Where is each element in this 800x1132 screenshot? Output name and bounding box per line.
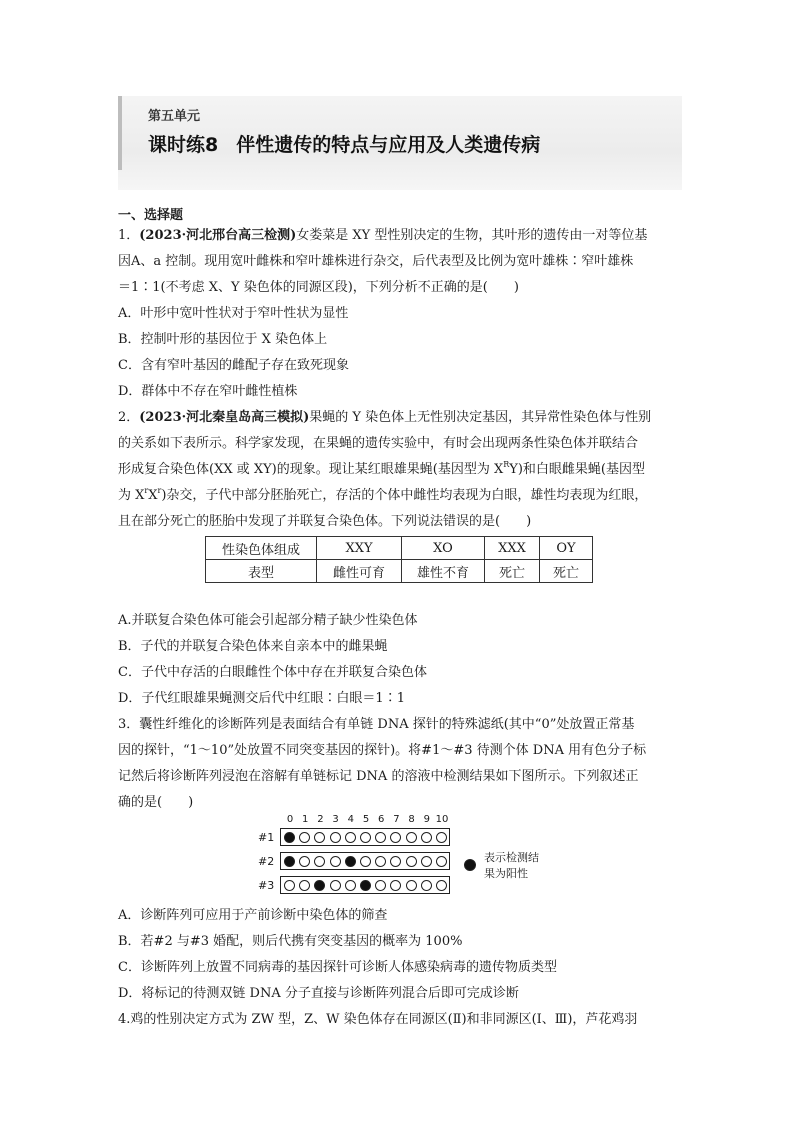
q1-line-1: 1．(2023·河北邢台高三检测)女娄菜是 XY 型性别决定的生物，其叶形的遗传由一对等位基 bbox=[118, 228, 648, 243]
q3-line-3: 记然后将诊断阵列浸泡在溶解有单链标记 DNA 的溶液中检测结果如下图所示。下列叙述正 bbox=[118, 769, 639, 784]
negative-probe-dot bbox=[314, 832, 325, 843]
figure-legend bbox=[464, 851, 539, 880]
table-cell: 死亡 bbox=[485, 560, 540, 583]
legend-line-1: 表示检测结 bbox=[484, 851, 539, 864]
q3-option-a: A．诊断阵列可应用于产前诊断中染色体的筛查 bbox=[118, 908, 388, 923]
q1-option-c: C．含有窄叶基因的雌配子存在致死现象 bbox=[118, 358, 349, 373]
sample-label: #1 bbox=[258, 831, 275, 844]
table-cell: XXY bbox=[317, 537, 402, 560]
position-number: 9 bbox=[423, 814, 430, 825]
section-heading: 一、选择题 bbox=[118, 208, 184, 223]
q2-line-3: 形成复合染色体(XX 或 XY)的现象。现让某红眼雄果蝇(基因型为 $X^RY$)和白眼雌果蝇(基因型 bbox=[118, 460, 645, 477]
q2-line-5: 且在部分死亡的胚胎中发现了并联复合染色体。下列说法错误的是( ) bbox=[118, 514, 532, 529]
negative-probe-dot bbox=[299, 832, 310, 843]
position-number: 7 bbox=[393, 814, 400, 825]
positive-dot-icon bbox=[464, 859, 476, 871]
lesson-topic: 伴性遗传的特点与应用及人类遗传病 bbox=[236, 134, 541, 156]
chromosome-phenotype-table bbox=[205, 536, 593, 583]
q1-option-d: D．群体中不存在窄叶雌性植株 bbox=[118, 384, 298, 399]
unit-label: 第五单元 bbox=[148, 109, 201, 124]
negative-probe-dot bbox=[284, 880, 295, 891]
negative-probe-dot bbox=[375, 880, 386, 891]
q3-line-2: 因的探针，“1～10”处放置不同突变基因的探针)。将#1～#3 待测个体 DNA 用有色分子标 bbox=[118, 743, 647, 758]
position-number: 8 bbox=[408, 814, 415, 825]
negative-probe-dot bbox=[436, 880, 447, 891]
negative-probe-dot bbox=[436, 832, 447, 843]
position-number: 4 bbox=[347, 814, 354, 825]
table-cell: OY bbox=[540, 537, 593, 560]
position-number: 5 bbox=[362, 814, 370, 825]
negative-probe-dot bbox=[330, 856, 341, 867]
table-cell: XO bbox=[402, 537, 485, 560]
negative-probe-dot bbox=[360, 856, 371, 867]
lesson-banner bbox=[118, 96, 682, 190]
lesson-title bbox=[148, 130, 540, 157]
q4-line-1: 4.鸡的性别决定方式为 ZW 型，Z、W 染色体存在同源区(Ⅱ)和非同源区(Ⅰ、Ⅲ)，芦花鸡羽 bbox=[118, 1012, 638, 1027]
positive-probe-dot bbox=[284, 832, 295, 843]
negative-probe-dot bbox=[330, 832, 341, 843]
position-number: 1 bbox=[302, 814, 309, 825]
negative-probe-dot bbox=[421, 856, 432, 867]
q1-line-3: ＝1∶1(不考虑 X、Y 染色体的同源区段)，下列分析不正确的是( ) bbox=[118, 280, 519, 295]
q3-line-4: 确的是( ) bbox=[118, 795, 194, 810]
negative-probe-dot bbox=[314, 856, 325, 867]
q3-line-1: 3．囊性纤维化的诊断阵列是表面结合有单链 DNA 探针的特殊滤纸(其中“0”处放置正常基 bbox=[118, 717, 635, 732]
q2-source: (2023·河北秦皇岛高三模拟) bbox=[139, 410, 310, 425]
negative-probe-dot bbox=[345, 880, 356, 891]
q3-option-d: D．将标记的待测双链 DNA 分子直接与诊断阵列混合后即可完成诊断 bbox=[118, 986, 519, 1001]
q2-line-1: 2．(2023·河北秦皇岛高三模拟)果蝇的 Y 染色体上无性别决定基因，其异常性染色体与性别 bbox=[118, 410, 652, 425]
lesson-number: 课时练8 bbox=[148, 134, 219, 156]
positive-probe-dot bbox=[284, 856, 295, 867]
negative-probe-dot bbox=[360, 832, 371, 843]
legend-line-2: 果为阳性 bbox=[484, 867, 528, 880]
banner-accent-bar bbox=[118, 96, 122, 170]
negative-probe-dot bbox=[406, 832, 417, 843]
sample-label: #3 bbox=[258, 879, 275, 892]
probe-strip bbox=[280, 828, 450, 846]
table-row bbox=[206, 537, 593, 560]
negative-probe-dot bbox=[406, 856, 417, 867]
q2-option-d: D．子代红眼雄果蝇测交后代中红眼∶白眼＝1∶1 bbox=[118, 691, 405, 706]
q1-option-b: B．控制叶形的基因位于 X 染色体上 bbox=[118, 332, 328, 347]
q2-option-c: C．子代中存活的白眼雌性个体中存在并联复合染色体 bbox=[118, 665, 427, 680]
probe-strip bbox=[280, 876, 450, 894]
position-number: 0 bbox=[286, 814, 294, 825]
q1-option-a: A．叶形中宽叶性状对于窄叶性状为显性 bbox=[118, 306, 349, 321]
positive-probe-dot bbox=[314, 880, 325, 891]
q3-option-c: C．诊断阵列上放置不同病毒的基因探针可诊断人体感染病毒的遗传物质类型 bbox=[118, 960, 557, 975]
q1-source: (2023·河北邢台高三检测) bbox=[139, 228, 297, 243]
positive-probe-dot bbox=[360, 880, 371, 891]
negative-probe-dot bbox=[330, 880, 341, 891]
q1-line-2: 因A、a 控制。现用宽叶雌株和窄叶雄株进行杂交，后代表型及比例为宽叶雄株∶窄叶雄株 bbox=[118, 254, 634, 269]
position-number: 3 bbox=[332, 814, 339, 825]
table-cell: 雌性可育 bbox=[317, 560, 402, 583]
negative-probe-dot bbox=[345, 832, 356, 843]
negative-probe-dot bbox=[375, 832, 386, 843]
table-cell: XXX bbox=[485, 537, 540, 560]
negative-probe-dot bbox=[436, 856, 447, 867]
table-cell: 性染色体组成 bbox=[206, 537, 317, 560]
q3-option-b: B．若#2 与#3 婚配，则后代携有突变基因的概率为 100% bbox=[118, 934, 463, 949]
position-number: 10 bbox=[435, 814, 449, 825]
position-number: 6 bbox=[378, 814, 385, 825]
q2-line-4: 为 $X^rX^r$)杂交，子代中部分胚胎死亡，存活的个体中雌性均表现为白眼，雄性均表现为红眼， bbox=[118, 486, 648, 503]
negative-probe-dot bbox=[299, 856, 310, 867]
negative-probe-dot bbox=[390, 880, 401, 891]
positive-probe-dot bbox=[345, 856, 356, 867]
probe-strip bbox=[280, 852, 450, 870]
table-cell: 雄性不育 bbox=[402, 560, 485, 583]
table-row bbox=[206, 560, 593, 583]
negative-probe-dot bbox=[421, 880, 432, 891]
negative-probe-dot bbox=[390, 856, 401, 867]
table-cell: 死亡 bbox=[540, 560, 593, 583]
negative-probe-dot bbox=[299, 880, 310, 891]
position-number: 2 bbox=[317, 814, 324, 825]
q2-option-b: B．子代的并联复合染色体来自亲本中的雌果蝇 bbox=[118, 639, 388, 654]
q2-line-2: 的关系如下表所示。科学家发现，在果蝇的遗传实验中，有时会出现两条性染色体并联结合 bbox=[118, 436, 639, 451]
negative-probe-dot bbox=[406, 880, 417, 891]
table-cell: 表型 bbox=[206, 560, 317, 583]
negative-probe-dot bbox=[390, 832, 401, 843]
q2-option-a: A.并联复合染色体可能会引起部分精子缺少性染色体 bbox=[118, 613, 418, 628]
sample-label: #2 bbox=[258, 855, 275, 868]
negative-probe-dot bbox=[421, 832, 432, 843]
negative-probe-dot bbox=[375, 856, 386, 867]
